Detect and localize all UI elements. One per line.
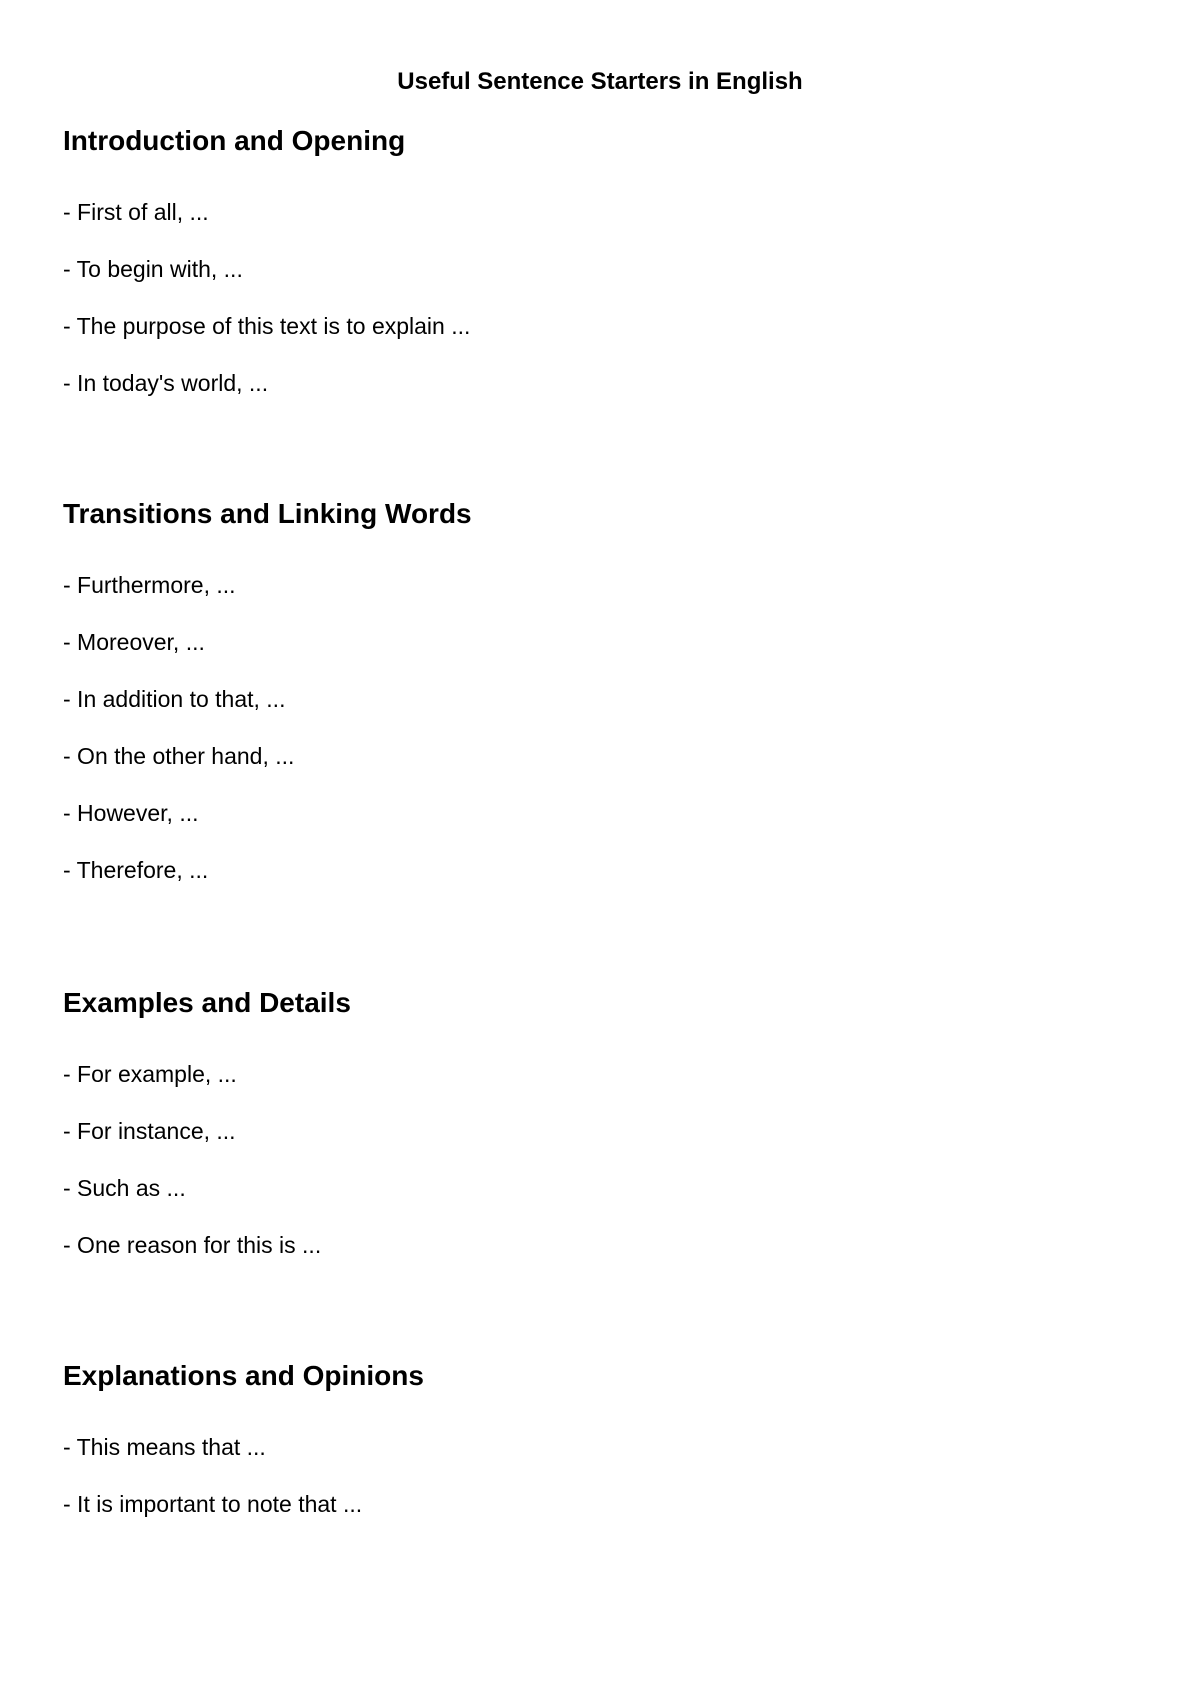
- sentence-starter-list: [63, 571, 1063, 884]
- list-item: - To begin with, ...: [63, 256, 243, 282]
- sentence-starter-list: [63, 198, 1063, 397]
- list-item: - The purpose of this text is to explain ...: [63, 313, 471, 339]
- list-item: - Therefore, ...: [63, 857, 209, 883]
- section-examples-and-details: [63, 986, 1063, 1288]
- list-item: - However, ...: [63, 800, 199, 826]
- list-item: - Furthermore, ...: [63, 572, 236, 598]
- document-title: Useful Sentence Starters in English: [397, 68, 803, 95]
- section-transitions-and-linking-words: [63, 497, 1063, 913]
- list-item: - In today's world, ...: [63, 370, 269, 396]
- list-item: - Moreover, ...: [63, 629, 205, 655]
- section-introduction-and-opening: [63, 124, 1063, 426]
- list-item: - First of all, ...: [63, 199, 209, 225]
- list-item: - In addition to that, ...: [63, 686, 286, 712]
- section-heading: Explanations and Opinions: [63, 1360, 424, 1391]
- list-item: - Such as ...: [63, 1175, 186, 1201]
- section-explanations-and-opinions: [63, 1359, 1063, 1547]
- list-item: - On the other hand, ...: [63, 743, 295, 769]
- list-item: - This means that ...: [63, 1434, 266, 1460]
- sentence-starter-list: [63, 1433, 1063, 1518]
- list-item: - For instance, ...: [63, 1118, 236, 1144]
- section-heading: Introduction and Opening: [63, 125, 406, 156]
- list-item: - It is important to note that ...: [63, 1491, 363, 1517]
- section-heading: Transitions and Linking Words: [63, 498, 472, 529]
- sentence-starter-list: [63, 1060, 1063, 1259]
- section-heading: Examples and Details: [63, 987, 351, 1018]
- list-item: - For example, ...: [63, 1061, 237, 1087]
- list-item: - One reason for this is ...: [63, 1232, 322, 1258]
